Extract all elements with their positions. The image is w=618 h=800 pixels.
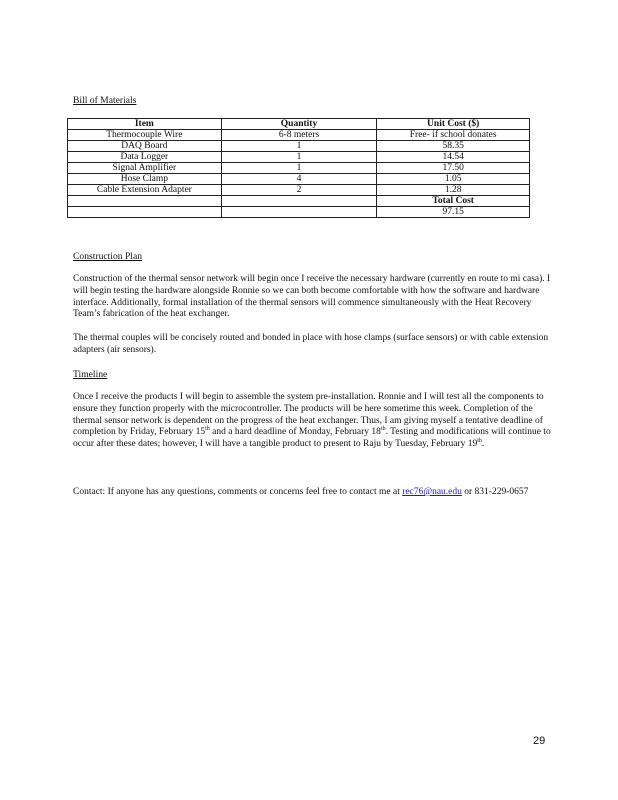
item-cell: DAQ Board [68, 141, 222, 152]
quantity-cell: 1 [221, 163, 377, 174]
contact-text: Contact: If anyone has any questions, comments or concerns feel free to contact me at [73, 487, 403, 497]
contact-paragraph [73, 487, 551, 499]
unit-cost-cell: 1.05 [377, 174, 530, 185]
quantity-cell: 1 [221, 141, 377, 152]
quantity-cell: 4 [221, 174, 377, 185]
unit-cost-cell: Free- if school donates [377, 130, 530, 141]
unit-cost-cell: 17.50 [377, 163, 530, 174]
item-cell: Thermocouple Wire [68, 130, 222, 141]
table-row [68, 141, 530, 152]
construction-paragraph-2: The thermal couples will be concisely routed and bonded in place with hose clamps (surface sensors) or with cable extension adapters (air sensors). [73, 333, 549, 355]
empty-cell [68, 207, 222, 218]
table-row [68, 174, 530, 185]
item-cell: Data Logger [68, 152, 222, 163]
column-header-item: Item [68, 119, 222, 130]
empty-cell [221, 207, 377, 218]
quantity-cell: 2 [221, 185, 377, 196]
unit-cost-cell: 1.28 [377, 185, 530, 196]
unit-cost-cell: 14.54 [377, 152, 530, 163]
quantity-cell: 6-8 meters [221, 130, 377, 141]
ordinal-suffix: th [205, 426, 210, 433]
total-label-row [68, 196, 530, 207]
table-row [68, 163, 530, 174]
email-link[interactable]: rec76@nau.edu [402, 487, 462, 497]
bom-heading: Bill of Materials [73, 95, 137, 106]
total-value-row [68, 207, 530, 218]
timeline-text-4: . [481, 439, 485, 450]
column-header-unit-cost: Unit Cost ($) [377, 119, 530, 130]
item-cell: Cable Extension Adapter [68, 185, 222, 196]
column-header-quantity: Quantity [221, 119, 377, 130]
ordinal-suffix: th [477, 438, 482, 445]
empty-cell [221, 196, 377, 207]
item-cell: Signal Amplifier [68, 163, 222, 174]
total-cost-label: Total Cost [377, 196, 530, 207]
unit-cost-cell: 58.35 [377, 141, 530, 152]
ordinal-suffix: th [380, 426, 386, 433]
construction-plan-heading: Construction Plan [73, 251, 143, 262]
empty-cell [68, 196, 222, 207]
bill-of-materials-table [67, 118, 530, 218]
timeline-text-1: Once I receive the products I will begin to assemble the system pre-installation. Ronnie and I will test all the components to ensure they function properly with the microcontroller. The products will be here sometime this week. Completion of the thermal sensor network is dependent on the progress of the heat exchanger. Thus, I am giving myself a tentative deadline of completion by Friday, February 15 [73, 392, 544, 438]
total-cost-value: 97.15 [377, 207, 530, 218]
item-cell: Hose Clamp [68, 174, 222, 185]
table-row [68, 185, 530, 196]
table-header-row [68, 119, 530, 130]
timeline-text-3: . Testing and modifications will continue to occur after these dates; however, I will have a tangible product to present to Raju by Tuesday, February 19 [73, 427, 551, 450]
table-row [68, 130, 530, 141]
timeline-paragraph [73, 392, 551, 451]
timeline-heading: Timeline [73, 369, 108, 380]
contact-phone: or 831-229-0657 [461, 487, 529, 497]
quantity-cell: 1 [221, 152, 377, 163]
timeline-text-2: and a hard deadline of Monday, February 18 [209, 427, 381, 438]
construction-paragraph-1: Construction of the thermal sensor network will begin once I receive the necessary hardware (currently en route to mi casa). I will begin testing the hardware alongside Ronnie so we can both become comfortable with how the software and hardware interface. Additionally, formal installation of the thermal sensors will commence simultaneously with the Heat Recovery Team’s fabrication of the heat exchanger. [73, 274, 551, 320]
page-number: 29 [533, 735, 546, 747]
table-row [68, 152, 530, 163]
